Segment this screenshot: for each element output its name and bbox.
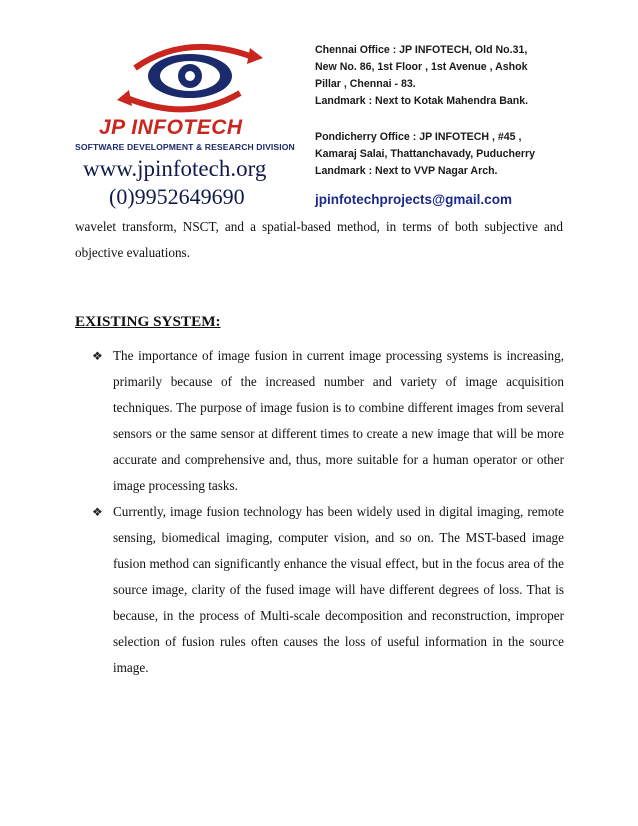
intro-paragraph: wavelet transform, NSCT, and a spatial-based method, in terms of both subjective and objective evaluations. bbox=[75, 219, 563, 260]
diamond-bullet-icon: ❖ bbox=[92, 349, 103, 363]
company-division: SOFTWARE DEVELOPMENT & RESEARCH DIVISION bbox=[75, 142, 295, 152]
list-item bbox=[92, 343, 564, 499]
pondicherry-office-address bbox=[315, 129, 575, 180]
company-phone: (0)9952649690 bbox=[109, 184, 245, 209]
document-body bbox=[75, 214, 563, 266]
letterhead bbox=[75, 36, 565, 214]
bullet-text: Currently, image fusion technology has been widely used in digital imaging, remote sensing, biomedical imaging, computer vision, and so on. The MST-based image fusion method can significantly enhance the visual effect, but in the focus area of the source image, clarity of the fused image will have different degrees of loss. That is because, in the process of Multi-scale decomposition and reconstruction, improper selection of fusion rules often causes the loss of useful information in the source image. bbox=[113, 504, 564, 675]
company-logo bbox=[75, 36, 300, 214]
eye-logo-icon bbox=[115, 38, 265, 118]
company-email: jpinfotechprojects@gmail.com bbox=[315, 192, 512, 207]
address-line: Pillar , Chennai - 83. bbox=[315, 78, 416, 90]
bullet-text: The importance of image fusion in current image processing systems is increasing, primarily because of the increased number and variety of image acquisition techniques. The purpose of image fusion is to combine different images from several sensors or the same sensor at different times to create a new image that will be more accurate and comprehensive and, thus, more suitable for a human operator or other image processing tasks. bbox=[113, 348, 564, 493]
company-name: JP INFOTECH bbox=[99, 116, 243, 139]
chennai-office-address bbox=[315, 42, 575, 110]
address-line: Kamaraj Salai, Thattanchavady, Puducherry bbox=[315, 148, 536, 160]
address-line: Landmark : Next to Kotak Mahendra Bank. bbox=[315, 95, 529, 107]
diamond-bullet-icon: ❖ bbox=[92, 505, 103, 519]
address-line: New No. 86, 1st Floor , 1st Avenue , Ashok bbox=[315, 61, 528, 73]
address-line: Landmark : Next to VVP Nagar Arch. bbox=[315, 165, 498, 177]
section-heading: EXISTING SYSTEM: bbox=[75, 313, 221, 330]
address-line: Chennai Office : JP INFOTECH, Old No.31, bbox=[315, 44, 528, 56]
address-line: Pondicherry Office : JP INFOTECH , #45 , bbox=[315, 131, 522, 143]
company-website: www.jpinfotech.org bbox=[83, 156, 267, 181]
bullet-list bbox=[92, 343, 564, 681]
list-item bbox=[92, 499, 564, 681]
